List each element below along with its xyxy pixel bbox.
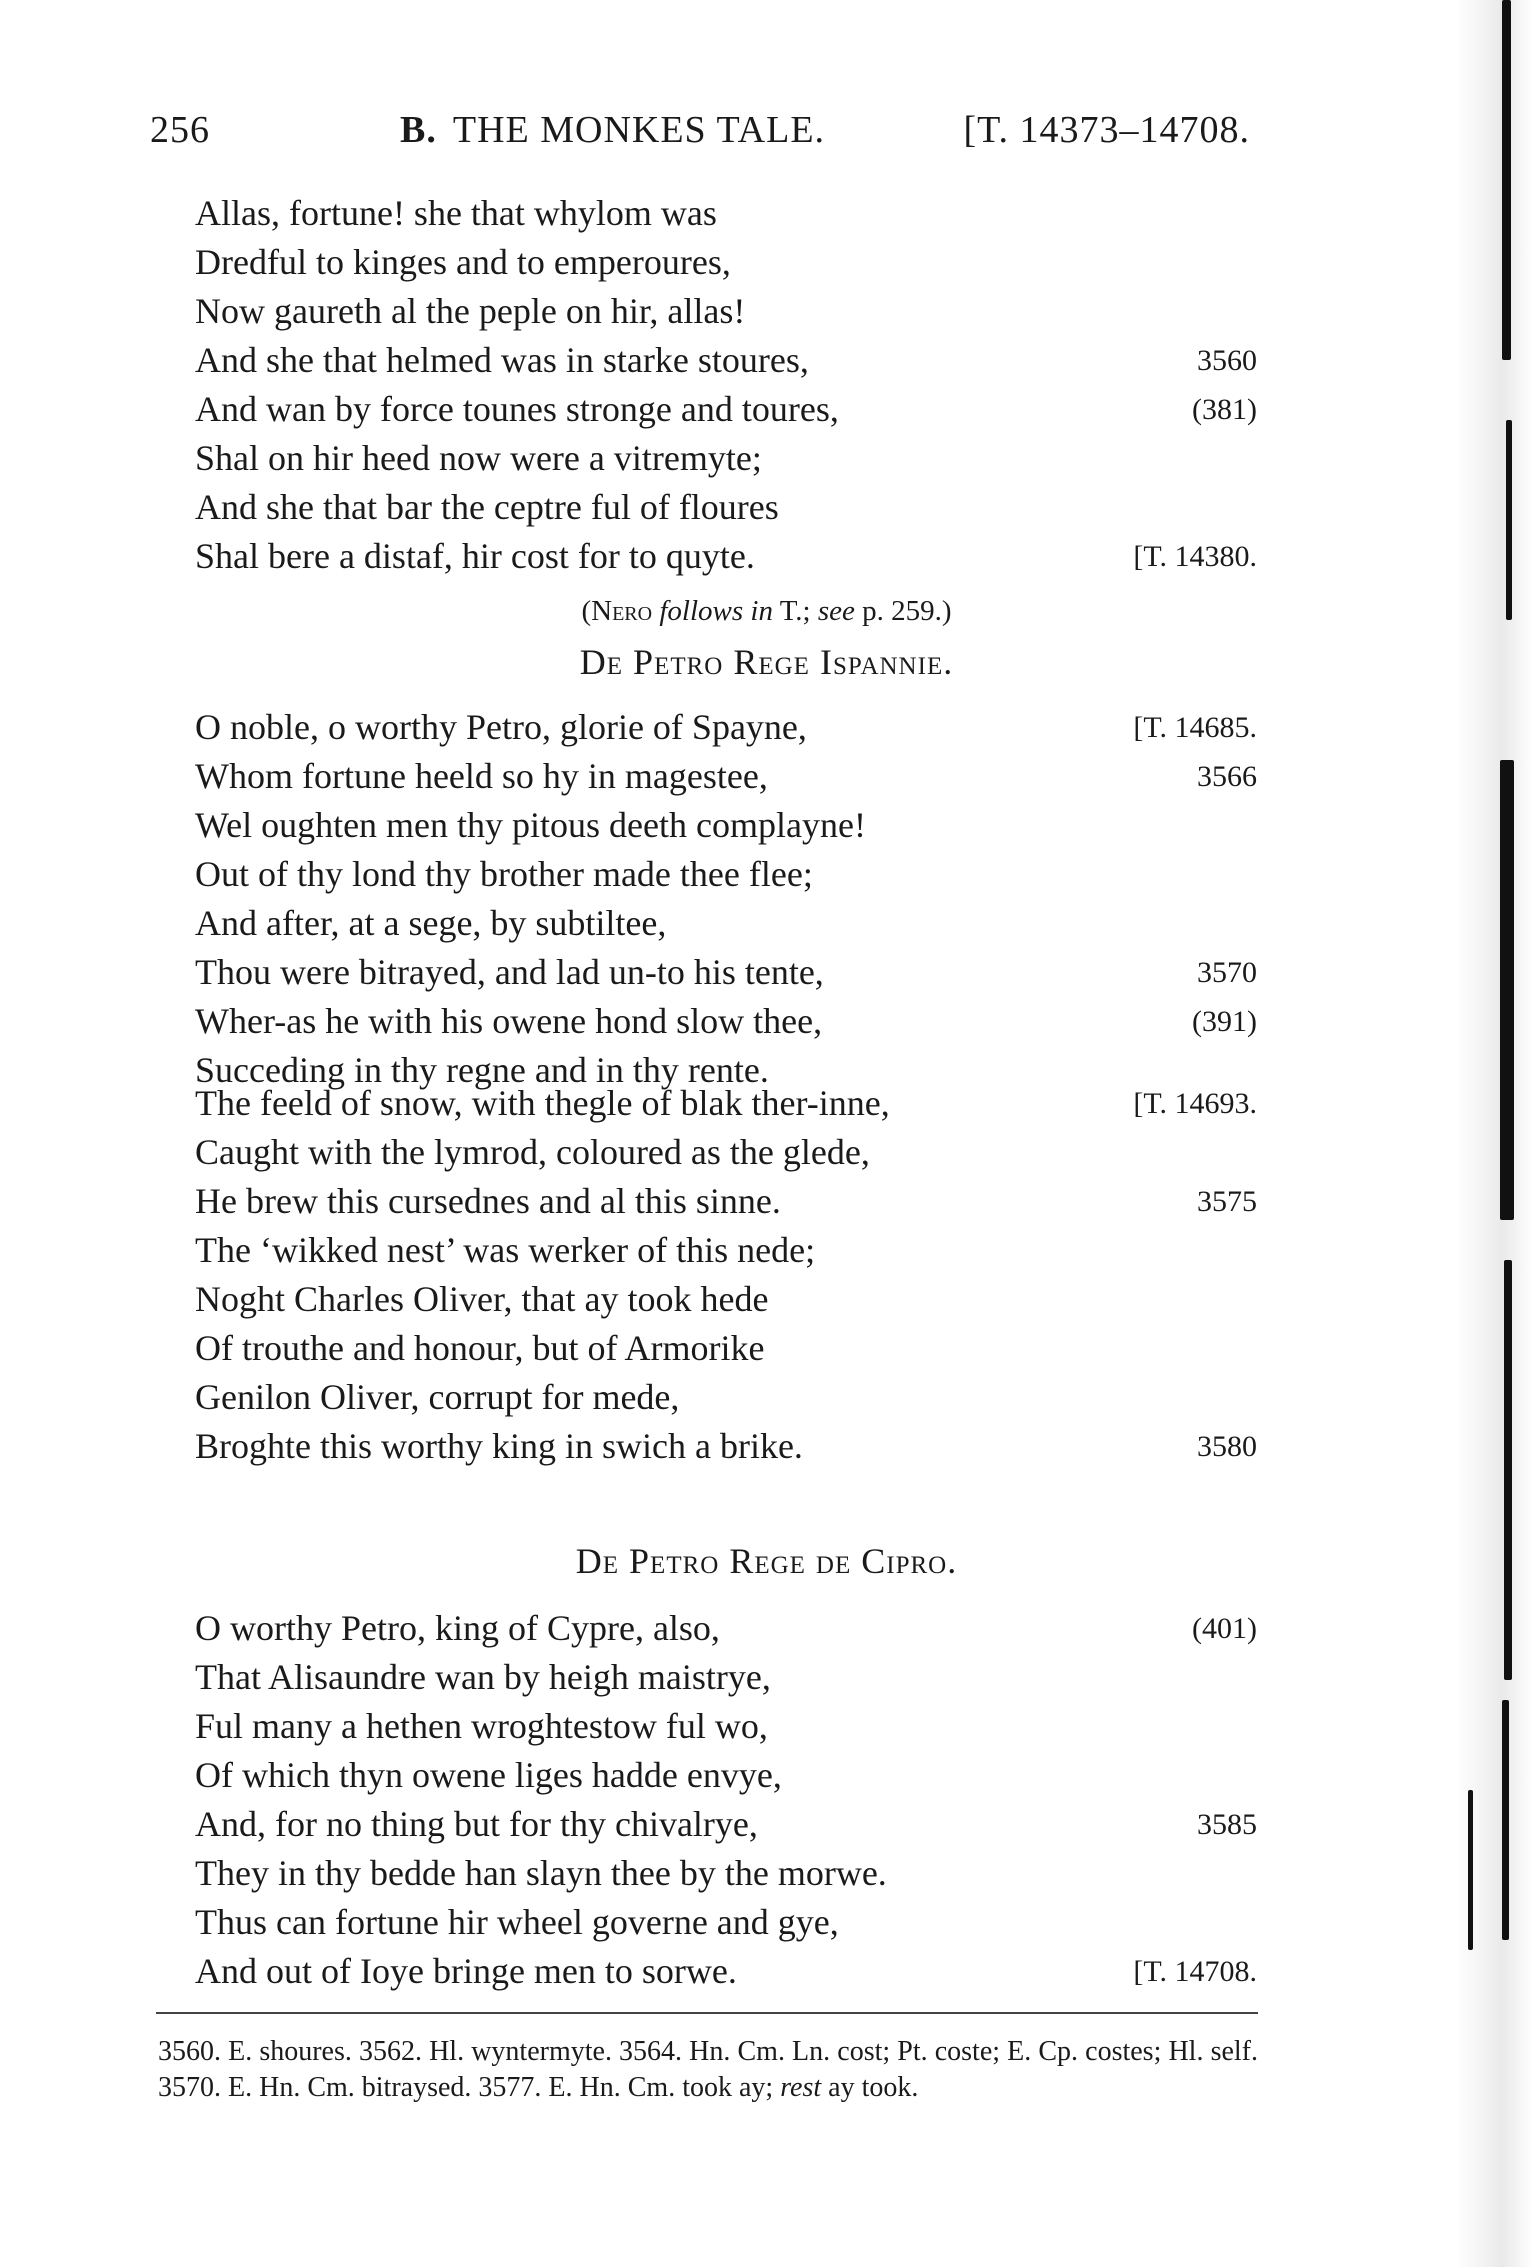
verse-line: [195, 1702, 1257, 1751]
verse-line: [195, 850, 1257, 899]
line-number: 3580: [1197, 1430, 1257, 1463]
heading-cyprus: De Petro Rege de Cipro.: [575, 1541, 958, 1581]
verse-line: [195, 1422, 1257, 1471]
verse-text: Thou were bitrayed, and lad un-to his tente,: [195, 952, 824, 992]
verse-text: And out of Ioye bringe men to sorwe.: [195, 1951, 737, 1991]
verse-line: [195, 1800, 1257, 1849]
verse-line: [195, 752, 1257, 801]
note-see: see: [817, 595, 855, 627]
line-number: (381): [1192, 393, 1257, 426]
verse-line: [195, 189, 1257, 238]
verse-text: Wel oughten men thy pitous deeth complayne!: [195, 805, 866, 845]
verse-text: Whom fortune heeld so hy in magestee,: [195, 756, 768, 796]
verse-text: And she that bar the ceptre ful of floures: [195, 487, 779, 527]
verse-line: [195, 1226, 1257, 1275]
verse-line: [195, 1849, 1257, 1898]
line-number: [T. 14685.: [1133, 711, 1257, 744]
note-name: Nero: [591, 595, 653, 627]
verse-text: The feeld of snow, with thegle of blak ther-inne,: [195, 1083, 890, 1123]
verse-line: [195, 1324, 1257, 1373]
page-number: 256: [150, 109, 210, 151]
stanza-1: [195, 189, 1257, 581]
editorial-note: (Nero follows in T.; see p. 259.): [581, 595, 952, 627]
verse-line: [195, 385, 1257, 434]
line-number: 3570: [1197, 956, 1257, 989]
verse-line: [195, 801, 1257, 850]
verse-text: Ful many a hethen wroghtestow ful wo,: [195, 1706, 768, 1746]
verse-text: Allas, fortune! she that whylom was: [195, 193, 717, 233]
verse-text: And, for no thing but for thy chivalrye,: [195, 1804, 758, 1844]
verse-text: Thus can fortune hir wheel governe and gye,: [195, 1902, 839, 1942]
heading-spain: De Petro Rege Ispannie.: [579, 642, 954, 682]
verse-text: Shal on hir heed now were a vitremyte;: [195, 438, 762, 478]
verse-text: Of which thyn owene liges hadde envye,: [195, 1755, 782, 1795]
verse-text: Wher-as he with his owene hond slow thee,: [195, 1001, 823, 1041]
verse-line: [195, 899, 1257, 948]
line-number: 3566: [1197, 760, 1257, 793]
verse-text: Out of thy lond thy brother made thee flee;: [195, 854, 813, 894]
tale-title: THE MONKES TALE.: [452, 109, 826, 151]
verse-line: [195, 1275, 1257, 1324]
verse-text: Noght Charles Oliver, that ay took hede: [195, 1279, 769, 1319]
line-range: [T. 14373–14708.: [963, 109, 1250, 151]
verse-text: Dredful to kinges and to emperoures,: [195, 242, 731, 282]
running-head: [150, 108, 1250, 168]
running-title: [400, 108, 825, 152]
verse-text: That Alisaundre wan by heigh maistrye,: [195, 1657, 771, 1697]
verse-line: [195, 997, 1257, 1046]
line-number: [T. 14708.: [1133, 1955, 1257, 1988]
verse-line: [195, 1128, 1257, 1177]
verse-line: [195, 532, 1257, 581]
line-number: (391): [1192, 1005, 1257, 1038]
verse-line: [195, 238, 1257, 287]
note-follows: follows in: [659, 595, 773, 627]
verse-line: [195, 287, 1257, 336]
verse-line: [195, 1373, 1257, 1422]
verse-text: O worthy Petro, king of Cypre, also,: [195, 1608, 720, 1648]
verse-text: The ‘wikked nest’ was werker of this nede;: [195, 1230, 816, 1270]
line-number: (401): [1192, 1612, 1257, 1645]
section-letter: B.: [400, 109, 437, 151]
footnotes: [158, 2034, 1258, 2106]
verse-line: [195, 703, 1257, 752]
verse-text: And after, at a sege, by subtiltee,: [195, 903, 667, 943]
verse-line: [195, 1751, 1257, 1800]
line-number: [T. 14380.: [1133, 540, 1257, 573]
stanza-4: [195, 1604, 1257, 1996]
line-number: [T. 14693.: [1133, 1087, 1257, 1120]
line-number: 3560: [1197, 344, 1257, 377]
footnote-text: 3560. E. shoures. 3562. Hl. wyntermyte. 3564. Hn. Cm. Ln. cost; Pt. coste; E. Cp. costes; Hl. self. 3570. E. Hn. Cm. bitraysed. 3577. E. Hn. Cm. took ay;: [158, 2036, 1258, 2103]
verse-line: [195, 483, 1257, 532]
verse-line: [195, 1604, 1257, 1653]
verse-text: They in thy bedde han slayn thee by the morwe.: [195, 1853, 887, 1893]
verse-line: [195, 1653, 1257, 1702]
verse-text: Genilon Oliver, corrupt for mede,: [195, 1377, 680, 1417]
verse-text: O noble, o worthy Petro, glorie of Spayne,: [195, 707, 807, 747]
verse-text: He brew this cursednes and al this sinne.: [195, 1181, 781, 1221]
footnote-rest: rest: [780, 2072, 822, 2103]
verse-text: Shal bere a distaf, hir cost for to quyte.: [195, 536, 755, 576]
verse-text: Caught with the lymrod, coloured as the glede,: [195, 1132, 870, 1172]
verse-line: [195, 1898, 1257, 1947]
verse-text: Now gaureth al the peple on hir, allas!: [195, 291, 746, 331]
verse-text: Succeding in thy regne and in thy rente.: [195, 1050, 769, 1090]
verse-line: [195, 336, 1257, 385]
verse-text: Of trouthe and honour, but of Armorike: [195, 1328, 765, 1368]
verse-line: [195, 1177, 1257, 1226]
verse-text: Broghte this worthy king in swich a brike.: [195, 1426, 803, 1466]
footnote-rule: [156, 2012, 1258, 2014]
verse-text: And wan by force tounes stronge and toures,: [195, 389, 839, 429]
verse-line: [195, 434, 1257, 483]
stanza-3: [195, 1079, 1257, 1471]
footnote-text-end: ay took.: [821, 2072, 919, 2103]
verse-line: [195, 1079, 1257, 1128]
scan-binding-edge: [1456, 0, 1533, 2267]
line-number: 3585: [1197, 1808, 1257, 1841]
stanza-2: [195, 703, 1257, 1095]
line-number: 3575: [1197, 1185, 1257, 1218]
verse-line: [195, 1947, 1257, 1996]
verse-text: And she that helmed was in starke stoures,: [195, 340, 809, 380]
verse-line: [195, 948, 1257, 997]
